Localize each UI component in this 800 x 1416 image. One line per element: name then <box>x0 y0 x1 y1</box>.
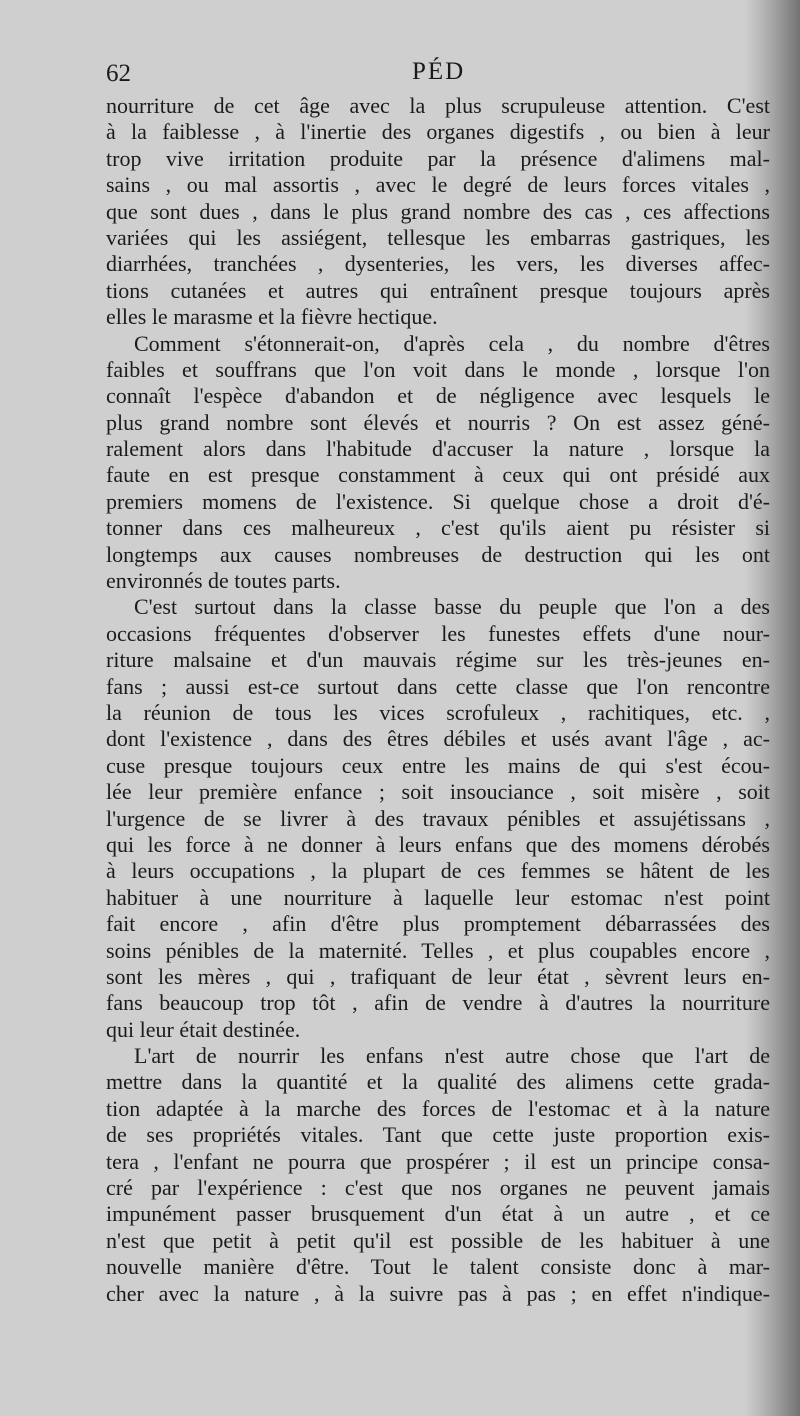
text-line: la réunion de tous les vices scrofuleux , rachitiques, etc. , <box>106 699 770 725</box>
text-line: sains , ou mal assortis , avec le degré de leurs forces vitales , <box>106 172 770 198</box>
text-line: faibles et souffrans que l'on voit dans le monde , lorsque l'on <box>106 356 770 382</box>
text-line: tonner dans ces malheureux , c'est qu'ils aient pu résister si <box>106 515 770 541</box>
text-line: cher avec la nature , à la suivre pas à pas ; en effet n'indique- <box>106 1280 770 1306</box>
text-line: de ses propriétés vitales. Tant que cette juste proportion exis- <box>106 1122 770 1148</box>
text-line: cré par l'expérience : c'est que nos organes ne peuvent jamais <box>106 1175 770 1201</box>
text-line: occasions fréquentes d'observer les funestes effets d'une nour- <box>106 620 770 646</box>
text-line: habituer à une nourriture à laquelle leur estomac n'est point <box>106 884 770 910</box>
text-line: environnés de toutes parts. <box>106 568 341 594</box>
text-line: nouvelle manière d'être. Tout le talent consiste donc à mar- <box>106 1254 770 1280</box>
text-line: qui leur était destinée. <box>106 1016 301 1042</box>
text-line: riture malsaine et d'un mauvais régime sur les très-jeunes en- <box>106 647 770 673</box>
text-line: tera , l'enfant ne pourra que prospérer ; il est un principe consa- <box>106 1148 770 1174</box>
text-line: tions cutanées et autres qui entraînent presque toujours après <box>106 277 770 303</box>
text-line: mettre dans la quantité et la qualité des alimens cette grada- <box>106 1069 770 1095</box>
text-line: lée leur première enfance ; soit insouciance , soit misère , soit <box>106 779 770 805</box>
text-line: diarrhées, tranchées , dysenteries, les vers, les diverses affec- <box>106 251 770 277</box>
text-line: premiers momens de l'existence. Si quelque chose a droit d'é- <box>106 488 770 514</box>
text-line: que sont dues , dans le plus grand nombre des cas , ces affections <box>106 198 770 224</box>
running-head: PÉD <box>412 58 466 85</box>
text-line: variées qui les assiégent, tellesque les embarras gastriques, les <box>106 224 770 250</box>
text-line: Comment s'étonnerait-on, d'après cela , du nombre d'êtres <box>134 330 770 356</box>
text-line: impunément passer brusquement d'un état à un autre , et ce <box>106 1201 770 1227</box>
text-line: à la faiblesse , à l'inertie des organes digestifs , ou bien à leur <box>106 119 770 145</box>
text-line: soins pénibles de la maternité. Telles , et plus coupables encore , <box>106 937 770 963</box>
text-line: qui les force à ne donner à leurs enfans que des momens dérobés <box>106 831 770 857</box>
text-line: n'est que petit à petit qu'il est possible de les habituer à une <box>106 1227 770 1253</box>
text-line: à leurs occupations , la plupart de ces femmes se hâtent de les <box>106 858 770 884</box>
text-line: trop vive irritation produite par la présence d'alimens mal- <box>106 145 770 171</box>
text-line: connaît l'espèce d'abandon et de négligence avec lesquels le <box>106 383 770 409</box>
page-header <box>106 58 770 92</box>
text-line: C'est surtout dans la classe basse du peuple que l'on a des <box>134 594 770 620</box>
text-line: L'art de nourrir les enfans n'est autre chose que l'art de <box>134 1043 770 1069</box>
text-line: longtemps aux causes nombreuses de destruction qui les ont <box>106 541 770 567</box>
text-line: fans ; aussi est-ce surtout dans cette classe que l'on rencontre <box>106 673 770 699</box>
page-number: 62 <box>106 60 131 87</box>
text-line: fait encore , afin d'être plus promptement débarrassées des <box>106 911 770 937</box>
text-line: tion adaptée à la marche des forces de l'estomac et à la nature <box>106 1095 770 1121</box>
text-line: l'urgence de se livrer à des travaux pénibles et assujétissans , <box>106 805 770 831</box>
text-line: plus grand nombre sont élevés et nourris ? On est assez géné- <box>106 409 770 435</box>
text-line: cuse presque toujours ceux entre les mains de qui s'est écou- <box>106 752 770 778</box>
text-line: sont les mères , qui , trafiquant de leur état , sèvrent leurs en- <box>106 963 770 989</box>
text-line: dont l'existence , dans des êtres débiles et usés avant l'âge , ac- <box>106 726 770 752</box>
body-text <box>106 93 770 1307</box>
text-line: fans beaucoup trop tôt , afin de vendre à d'autres la nourriture <box>106 990 770 1016</box>
text-line: faute en est presque constamment à ceux qui ont présidé aux <box>106 462 770 488</box>
text-line: elles le marasme et la fièvre hectique. <box>106 304 438 330</box>
text-line: ralement alors dans l'habitude d'accuser la nature , lorsque la <box>106 436 770 462</box>
text-line: nourriture de cet âge avec la plus scrupuleuse attention. C'est <box>106 93 770 118</box>
